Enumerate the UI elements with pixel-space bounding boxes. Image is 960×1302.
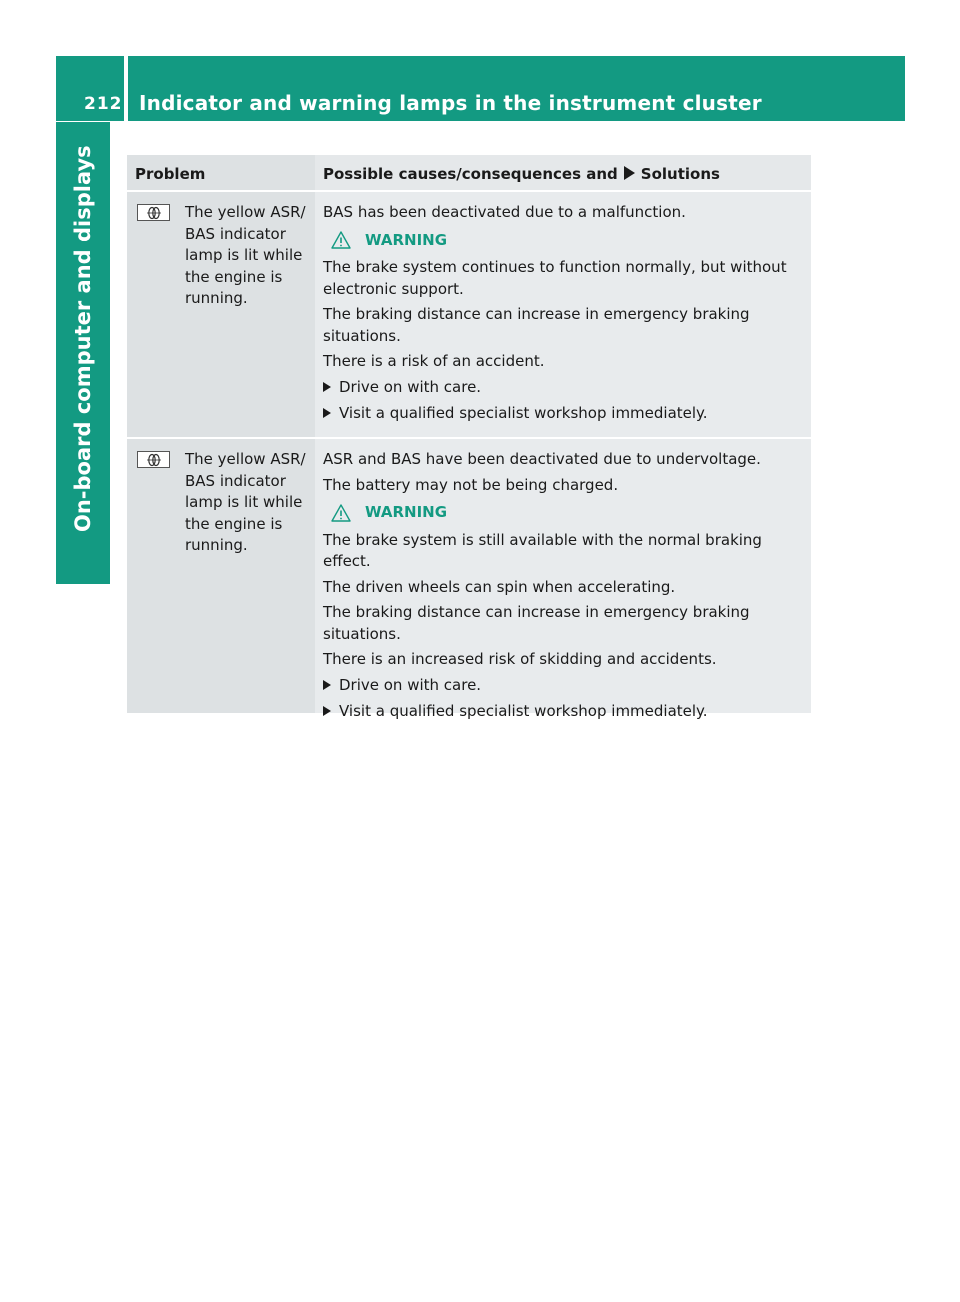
step-item — [323, 675, 803, 698]
warning-triangle-icon — [331, 231, 351, 249]
warning-label: WARNING — [365, 503, 448, 521]
lamp-table — [127, 155, 811, 720]
problem-cell — [127, 439, 315, 713]
header-solutions — [315, 155, 811, 190]
side-tab-label: On-board computer and displays — [71, 145, 95, 532]
step-text: Visit a qualified specialist workshop immediately. — [339, 404, 708, 422]
problem-text: The yellow ASR/ BAS indicator lamp is lit while the engine is running. — [185, 203, 306, 307]
warning-paragraph: The braking distance can increase in emergency braking situations. — [323, 305, 750, 345]
side-tab-label-wrap — [56, 122, 110, 532]
step-item — [323, 377, 803, 400]
step-arrow-icon — [323, 675, 339, 698]
asr-bas-indicator-icon — [137, 451, 170, 468]
step-arrow-icon — [323, 377, 339, 400]
header-divider — [124, 56, 128, 121]
asr-bas-indicator-icon — [137, 204, 170, 221]
cause-text: BAS has been deactivated due to a malfunction. — [323, 203, 686, 221]
problem-text: The yellow ASR/ BAS indicator lamp is lit while the engine is running. — [185, 450, 306, 554]
table-header-row — [127, 155, 811, 190]
cause-text: ASR and BAS have been deactivated due to undervoltage. — [323, 450, 761, 468]
warning-heading — [323, 502, 803, 524]
header-solutions-suffix: Solutions — [640, 165, 720, 183]
warning-paragraph: The brake system is still available with the normal braking effect. — [323, 530, 762, 570]
step-text: Drive on with care. — [339, 377, 482, 396]
page-title: Indicator and warning lamps in the instrument cluster — [139, 91, 762, 115]
warning-heading — [323, 230, 803, 252]
warning-paragraph: There is an increased risk of skidding and accidents. — [323, 650, 717, 668]
solution-cell — [315, 439, 811, 720]
step-arrow-icon — [323, 403, 339, 426]
problem-cell — [127, 192, 315, 437]
step-text: Visit a qualified specialist workshop immediately. — [339, 702, 708, 720]
header-solutions-prefix: Possible causes/consequences and — [323, 165, 618, 183]
step-arrow-icon — [323, 701, 339, 724]
header-problem: Problem — [127, 155, 315, 190]
warning-paragraph: The braking distance can increase in emergency braking situations. — [323, 603, 750, 643]
step-item — [323, 701, 803, 724]
step-text: Drive on with care. — [339, 675, 482, 694]
warning-paragraph: The driven wheels can spin when accelerating. — [323, 577, 676, 596]
arrow-right-icon — [624, 166, 635, 180]
warning-paragraph: There is a risk of an accident. — [323, 352, 545, 370]
table-row — [127, 192, 811, 437]
warning-triangle-icon — [331, 504, 351, 522]
step-item — [323, 403, 803, 426]
warning-paragraph: The brake system continues to function normally, but without electronic support. — [323, 258, 787, 298]
page-number: 212 — [84, 94, 123, 114]
table-row — [127, 439, 811, 720]
solution-cell — [315, 192, 811, 437]
warning-label: WARNING — [365, 230, 448, 249]
cause-text-2: The battery may not be being charged. — [323, 475, 619, 494]
